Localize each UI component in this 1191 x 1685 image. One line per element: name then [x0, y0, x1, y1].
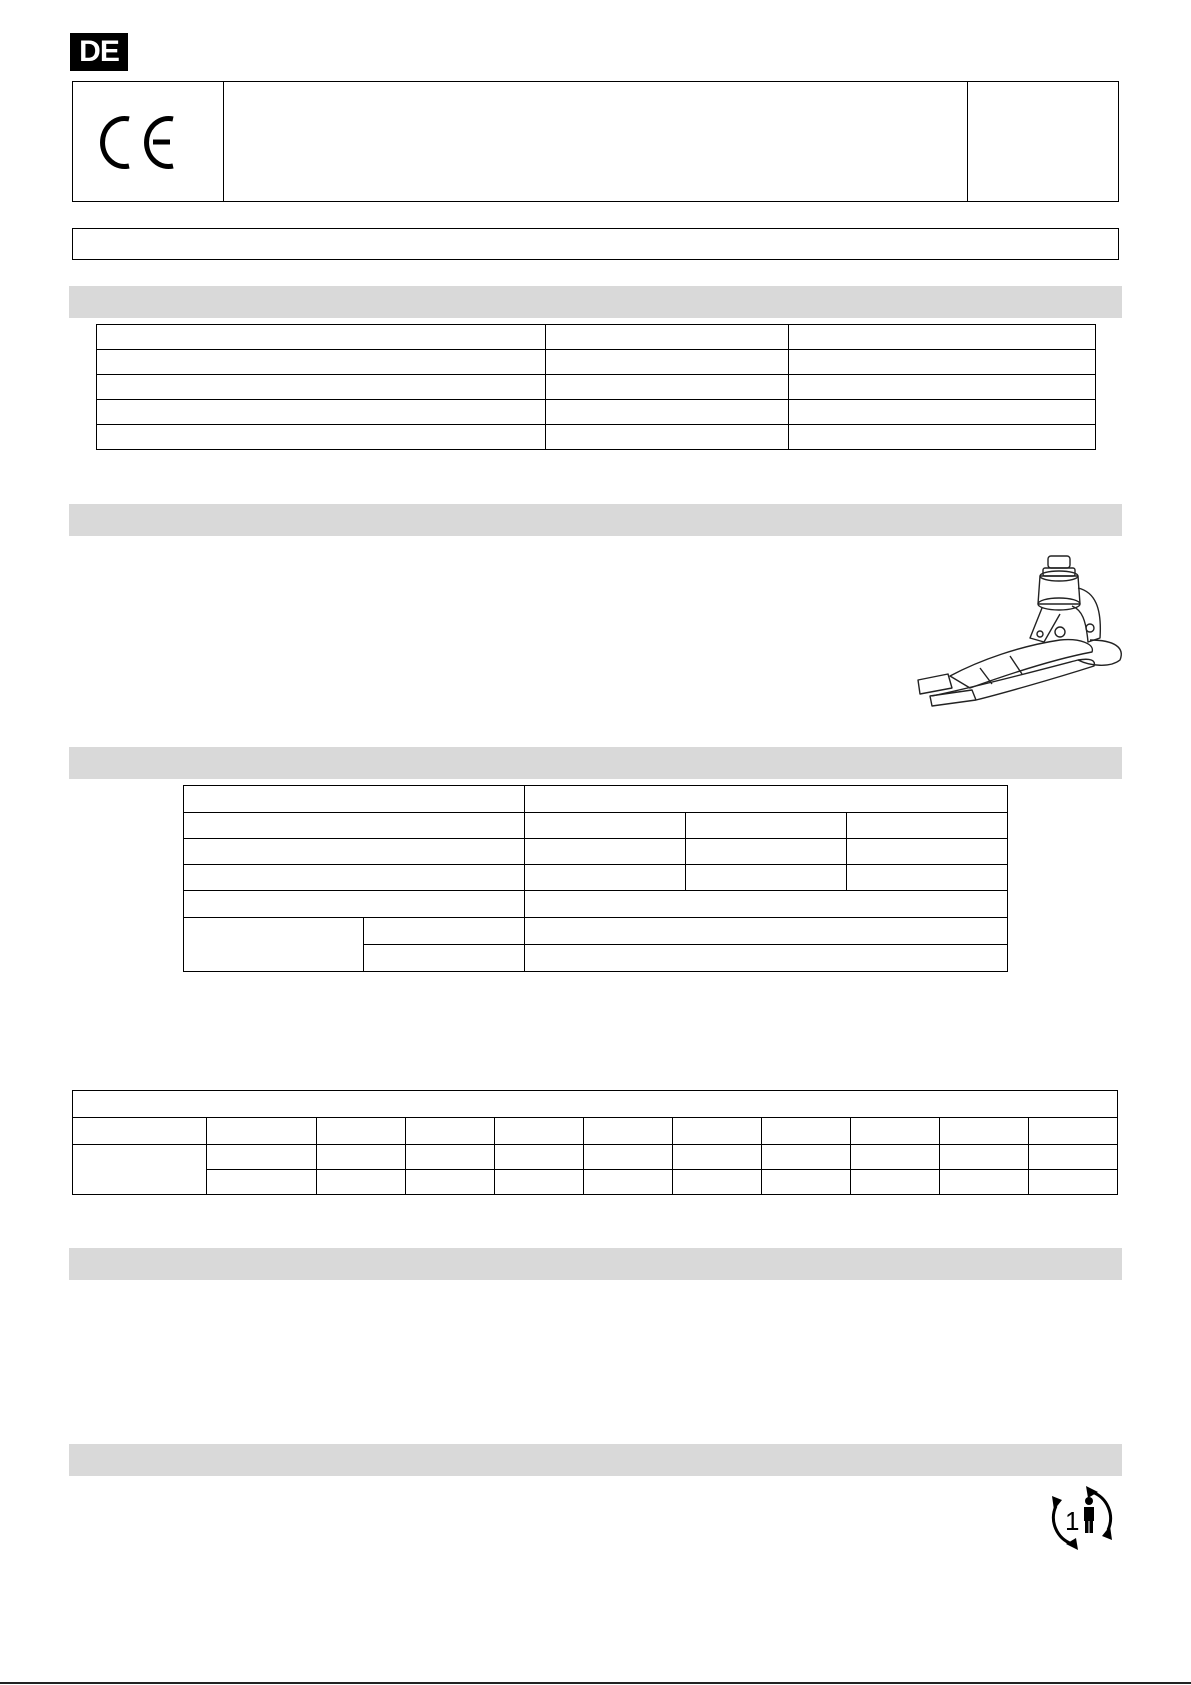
single-patient-number: 1 — [1065, 1506, 1080, 1536]
product-title-cell — [224, 82, 968, 201]
table-cell — [406, 1145, 495, 1170]
table-cell — [686, 839, 847, 865]
table-cell — [406, 1170, 495, 1195]
table-cell — [546, 350, 789, 375]
table-cell — [495, 1145, 584, 1170]
table-cell — [851, 1170, 940, 1195]
table-cell — [762, 1145, 851, 1170]
table-row — [184, 865, 1008, 891]
table-cell — [406, 1118, 495, 1145]
table-cell — [847, 813, 1008, 839]
table-cell — [184, 891, 525, 918]
section-bar-5 — [69, 1444, 1122, 1476]
table-cell — [317, 1145, 406, 1170]
size-table — [72, 1090, 1118, 1195]
table-cell — [184, 918, 364, 972]
table-cell — [789, 400, 1096, 425]
table-cell — [546, 400, 789, 425]
table-cell — [97, 325, 546, 350]
section-bar-2 — [69, 504, 1122, 536]
table-cell — [940, 1145, 1029, 1170]
table-cell — [97, 400, 546, 425]
table-cell — [73, 1145, 207, 1195]
table-cell — [207, 1170, 317, 1195]
table-cell — [525, 865, 686, 891]
table-cell — [940, 1170, 1029, 1195]
table-cell — [847, 865, 1008, 891]
table-cell — [1029, 1118, 1118, 1145]
table-cell — [364, 945, 525, 972]
table-row — [73, 1170, 1118, 1195]
table-row — [97, 325, 1096, 350]
table-cell — [1029, 1170, 1118, 1195]
header-box — [72, 81, 1119, 202]
table-cell — [762, 1118, 851, 1145]
ce-cell — [73, 82, 224, 201]
table-cell — [184, 786, 525, 813]
table-cell — [525, 891, 1008, 918]
table-cell — [1029, 1145, 1118, 1170]
table-row — [73, 1118, 1118, 1145]
table-cell — [762, 1170, 851, 1195]
subtitle-box — [72, 228, 1119, 260]
table-row — [184, 786, 1008, 813]
table-cell — [317, 1118, 406, 1145]
table-cell — [97, 425, 546, 450]
table-cell — [789, 350, 1096, 375]
table-cell — [851, 1145, 940, 1170]
table-cell — [495, 1170, 584, 1195]
table-cell — [525, 945, 1008, 972]
table-cell — [673, 1145, 762, 1170]
table-cell — [546, 375, 789, 400]
table-cell — [673, 1170, 762, 1195]
table-cell — [686, 865, 847, 891]
table-cell — [525, 813, 686, 839]
table-row — [97, 375, 1096, 400]
table-cell — [207, 1145, 317, 1170]
table-cell — [525, 839, 686, 865]
table-cell — [73, 1118, 207, 1145]
table-row — [97, 400, 1096, 425]
table-cell — [789, 325, 1096, 350]
table-cell — [495, 1118, 584, 1145]
table-cell — [686, 813, 847, 839]
prosthetic-foot-illustration — [910, 548, 1130, 708]
table-row — [184, 813, 1008, 839]
table-cell — [546, 425, 789, 450]
table-cell — [789, 425, 1096, 450]
table-cell — [940, 1118, 1029, 1145]
ce-mark-icon — [73, 82, 224, 201]
table-cell — [207, 1118, 317, 1145]
table-row — [73, 1091, 1118, 1118]
table-cell — [584, 1118, 673, 1145]
table-cell — [789, 375, 1096, 400]
table-cell — [184, 865, 525, 891]
table-cell — [97, 375, 546, 400]
page-bottom-rule — [0, 1682, 1191, 1684]
table-cell — [317, 1170, 406, 1195]
section-bar-1 — [69, 286, 1122, 318]
table-cell — [584, 1145, 673, 1170]
table-cell — [525, 918, 1008, 945]
table-row — [184, 891, 1008, 918]
data-table-1 — [96, 324, 1096, 450]
table-cell — [847, 839, 1008, 865]
table-cell — [184, 813, 525, 839]
table-cell — [673, 1118, 762, 1145]
table-cell — [73, 1091, 1118, 1118]
table-row — [73, 1145, 1118, 1170]
table-cell — [97, 350, 546, 375]
table-cell — [525, 786, 1008, 813]
data-table-2 — [183, 785, 1008, 972]
language-badge: DE — [70, 33, 128, 71]
table-cell — [584, 1170, 673, 1195]
table-row — [184, 918, 1008, 945]
table-cell — [184, 839, 525, 865]
table-row — [184, 839, 1008, 865]
table-cell — [546, 325, 789, 350]
single-patient-use-icon — [1048, 1484, 1116, 1552]
reference-cell — [968, 82, 1118, 201]
table-row — [97, 350, 1096, 375]
section-bar-4 — [69, 1248, 1122, 1280]
table-cell — [851, 1118, 940, 1145]
table-cell — [364, 918, 525, 945]
table-row — [97, 425, 1096, 450]
section-bar-3 — [69, 747, 1122, 779]
